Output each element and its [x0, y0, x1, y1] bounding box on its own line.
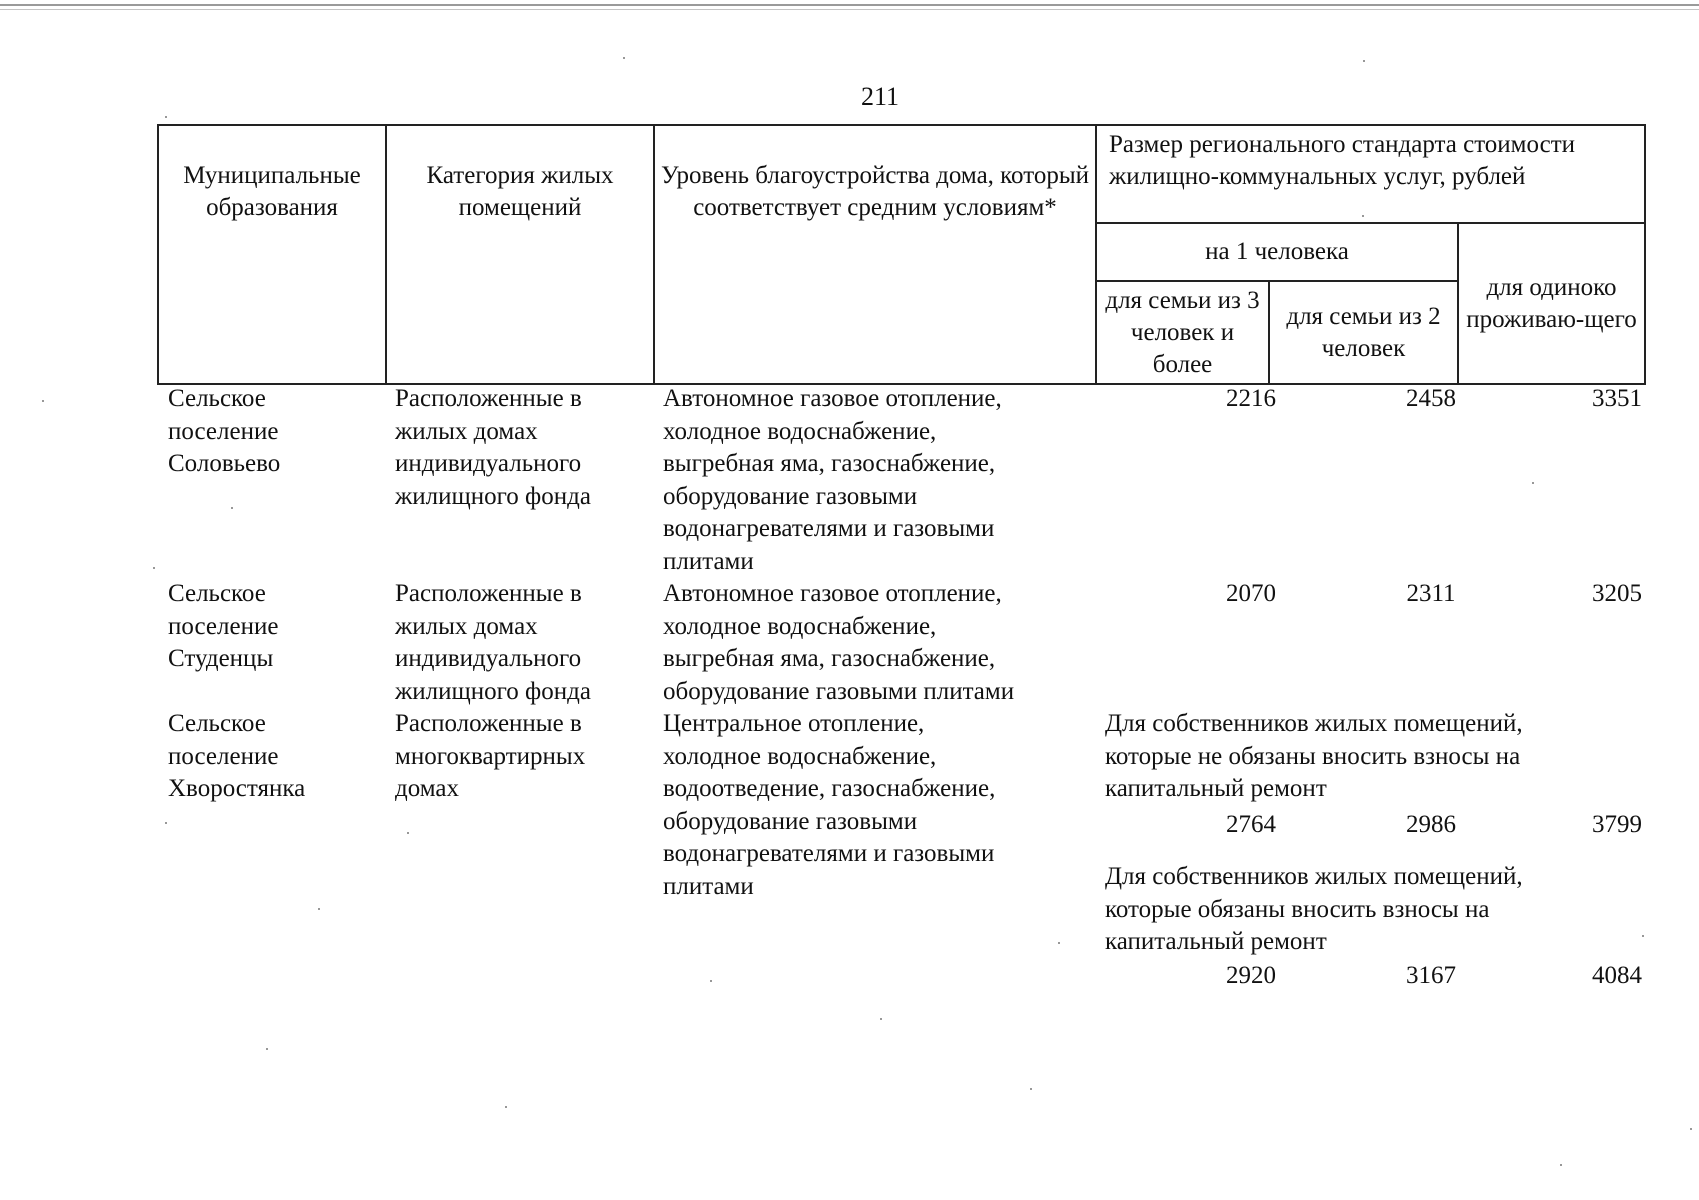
level-cell: Автономное газовое отопление, холодное водоснабжение, выгребная яма, газоснабжение, оборудование газовыми водонагревателями и газовыми плитами [663, 385, 1002, 575]
header-level: Уровень благоустройства дома, который соответствует средним условиям* [654, 125, 1096, 384]
value-single-not-obliged: 3799 [1592, 811, 1642, 838]
scan-speck [165, 822, 167, 824]
value-single: 3351 [1592, 385, 1642, 412]
value-family-3: 2216 [1226, 385, 1276, 412]
level-cell: Центральное отопление, холодное водоснабжение, водоотведение, газоснабжение, оборудование газовыми водонагревателями и газовыми плитами [663, 710, 996, 900]
scan-border-line-secondary [0, 9, 1699, 10]
table-body [157, 383, 1644, 988]
value-family-2: 2311 [1406, 580, 1456, 607]
value-family-2: 2458 [1406, 385, 1456, 412]
municipality-cell: Сельское поселение Соловьево [168, 385, 281, 477]
scan-speck [153, 567, 155, 569]
scan-speck [318, 908, 320, 910]
scan-speck [42, 400, 44, 402]
category-cell: Расположенные в жилых домах индивидуального жилищного фонда [395, 385, 591, 510]
header-family-2: для семьи из 2 человек [1269, 281, 1458, 384]
scan-border-line [0, 4, 1699, 6]
page-number: 211 [860, 82, 900, 111]
municipality-cell: Сельское поселение Студенцы [168, 580, 279, 672]
value-family-3-obliged: 2920 [1226, 962, 1276, 989]
scan-speck [1690, 1128, 1692, 1130]
header-standard-size: Размер регионального стандарта стоимости жилищно-коммунальных услуг, рублей [1096, 125, 1645, 223]
scan-speck [407, 832, 409, 834]
scan-speck [1058, 942, 1060, 944]
table-header [157, 124, 1646, 385]
value-family-2-obliged: 3167 [1406, 962, 1456, 989]
scan-speck [710, 980, 712, 982]
scan-speck [1642, 935, 1644, 937]
scan-speck [1363, 60, 1365, 62]
value-family-3: 2070 [1226, 580, 1276, 607]
scan-speck [880, 1018, 882, 1020]
scan-speck [165, 116, 167, 118]
table-row [157, 578, 1644, 708]
table-row [157, 708, 1644, 988]
header-per-person: на 1 человека [1096, 223, 1458, 281]
note-not-obliged: Для собственников жилых помещений, которые не обязаны вносить взносы на капитальный ремонт [1105, 710, 1523, 802]
scan-speck [505, 1106, 507, 1108]
scan-speck [623, 57, 625, 59]
scan-speck [266, 1048, 268, 1050]
value-single: 3205 [1592, 580, 1642, 607]
scan-speck [1030, 1088, 1032, 1090]
scan-speck [231, 507, 233, 509]
header-family-3: для семьи из 3 человек и более [1096, 281, 1269, 384]
header-single: для одиноко проживаю-щего [1458, 223, 1645, 384]
header-category: Категория жилых помещений [386, 125, 654, 384]
value-family-2-not-obliged: 2986 [1406, 811, 1456, 838]
scan-speck [1362, 215, 1364, 217]
category-cell: Расположенные в многоквартирных домах [395, 710, 586, 802]
table-row [157, 383, 1644, 578]
scan-speck [1560, 1164, 1562, 1166]
category-cell: Расположенные в жилых домах индивидуального жилищного фонда [395, 580, 591, 705]
header-municipalities: Муниципальные образования [158, 125, 386, 384]
level-cell: Автономное газовое отопление, холодное водоснабжение, выгребная яма, газоснабжение, оборудование газовыми плитами [663, 580, 1015, 705]
scan-speck [1532, 482, 1534, 484]
value-family-3-not-obliged: 2764 [1226, 811, 1276, 838]
note-obliged: Для собственников жилых помещений, которые обязаны вносить взносы на капитальный ремонт [1105, 863, 1523, 955]
municipality-cell: Сельское поселение Хворостянка [168, 710, 306, 802]
value-single-obliged: 4084 [1592, 962, 1642, 989]
